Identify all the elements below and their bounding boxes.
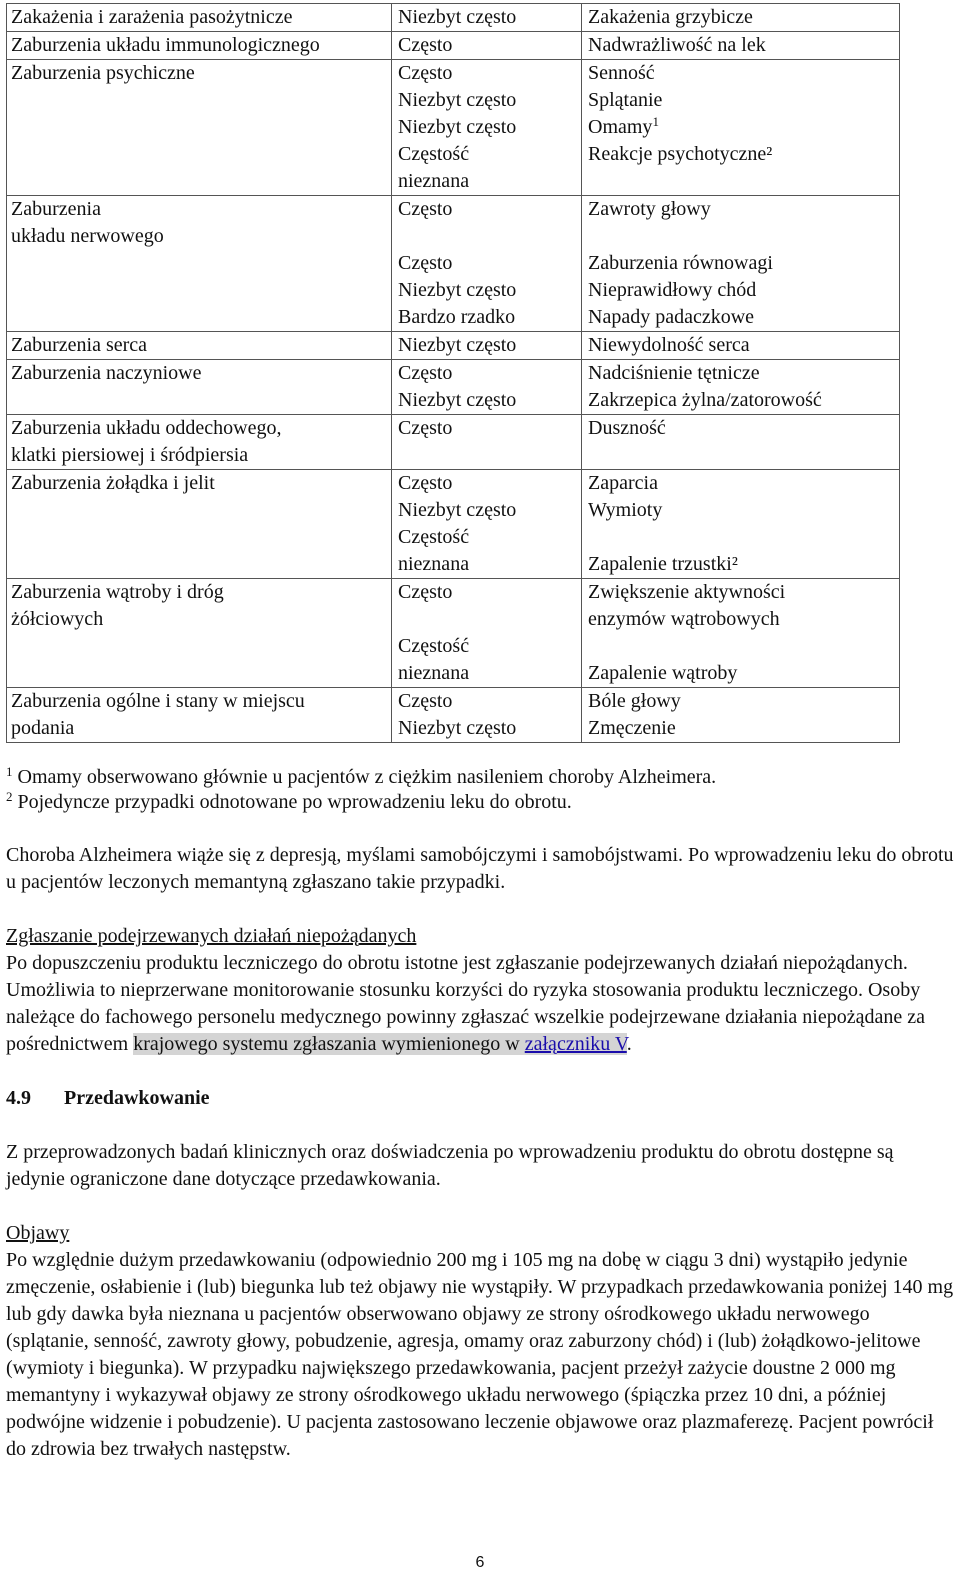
reaction-line: Zaburzenia równowagi (588, 252, 773, 274)
section-heading (6, 1085, 954, 1112)
table-row (7, 415, 900, 470)
organ-class-line: klatki piersiowej i śródpiersia (11, 444, 249, 466)
reaction-line: Reakcje psychotyczne² (588, 143, 773, 165)
organ-class-cell (7, 60, 392, 196)
reaction-line: Zawroty głowy (588, 198, 711, 220)
organ-class-cell (7, 579, 392, 688)
organ-class-line: podania (11, 717, 75, 739)
table-row (7, 688, 900, 743)
section-title: Przedawkowanie (64, 1087, 210, 1109)
frequency-cell (392, 415, 582, 470)
footnote-ref: 1 (652, 114, 659, 129)
table-row (7, 196, 900, 332)
organ-class-cell (7, 4, 392, 32)
frequency-line: Niezbyt często (398, 334, 517, 356)
reaction-cell (582, 688, 900, 743)
reaction-line: Duszność (588, 417, 666, 439)
frequency-line: Często (398, 198, 453, 220)
reaction-line: Senność (588, 62, 655, 84)
organ-class-cell (7, 196, 392, 332)
organ-class-cell (7, 32, 392, 60)
organ-class-line: układu nerwowego (11, 225, 164, 247)
reaction-cell (582, 415, 900, 470)
frequency-line: Często (398, 417, 453, 439)
body-text (6, 765, 954, 1463)
reaction-line (588, 168, 899, 195)
reaction-line: Bóle głowy (588, 690, 681, 712)
organ-class-line: Zaburzenia wątroby i dróg (11, 581, 224, 603)
frequency-line: Niezbyt często (398, 116, 517, 138)
frequency-line: Niezbyt często (398, 6, 517, 28)
reaction-cell (582, 32, 900, 60)
reaction-line: Zakrzepica żylna/zatorowość (588, 389, 822, 411)
reaction-line: Zakażenia grzybicze (588, 6, 753, 28)
organ-class-cell (7, 470, 392, 579)
organ-class-line: Zaburzenia (11, 198, 101, 220)
footnote-mark: 1 (6, 764, 13, 779)
reaction-line: Nieprawidłowy chód (588, 279, 757, 301)
organ-class-line: Zaburzenia żołądka i jelit (11, 472, 215, 494)
adverse-reactions-table-body (7, 4, 900, 743)
organ-class-line: Zakażenia i zarażenia pasożytnicze (11, 6, 293, 28)
frequency-line: Częstość (398, 526, 470, 548)
organ-class-line: Zaburzenia układu immunologicznego (11, 34, 320, 56)
frequency-line: Niezbyt często (398, 717, 517, 739)
annex-v-link[interactable]: załączniku V (524, 1033, 627, 1055)
frequency-line: Częstość (398, 635, 470, 657)
frequency-line (398, 223, 581, 250)
organ-class-line: żółciowych (11, 608, 104, 630)
frequency-line: Bardzo rzadko (398, 306, 516, 328)
reaction-line: Zmęczenie (588, 717, 676, 739)
reaction-cell (582, 60, 900, 196)
reaction-cell (582, 332, 900, 360)
reaction-cell (582, 360, 900, 415)
reaction-cell (582, 4, 900, 32)
frequency-line: Często (398, 34, 453, 56)
page-number: 6 (475, 1554, 485, 1571)
frequency-line: nieznana (398, 553, 470, 575)
reaction-line: Nadciśnienie tętnicze (588, 362, 760, 384)
reaction-line: Niewydolność serca (588, 334, 750, 356)
frequency-cell (392, 196, 582, 332)
footnote-text: Omamy obserwowano głównie u pacjentów z ciężkim nasileniem choroby Alzheimera. (12, 766, 717, 788)
reaction-line (588, 633, 899, 660)
alzheimer-paragraph: Choroba Alzheimera wiąże się z depresją, myślami samobójczymi i samobójstwami. Po wprowadzeniu leku do obrotu u pacjentów leczonych memantyną zgłaszano takie przypadki. (6, 844, 954, 893)
reporting-end: . (626, 1033, 632, 1055)
reaction-line (588, 114, 899, 141)
reaction-line: Zwiększenie aktywności (588, 581, 786, 603)
adverse-reactions-table (6, 3, 900, 743)
frequency-line: Niezbyt często (398, 389, 517, 411)
reporting-text: Po dopuszczeniu produktu leczniczego do obrotu istotne jest zgłaszanie podejrzewanych działań niepożądanych. Umożliwia to nieprzerwane monitorowanie stosunku korzyści do ryzyka stosowania produktu leczniczego. Osoby należące do fachowego personelu medycznego powinny zgłaszać wszelkie podejrzewane działania niepożądane za pośrednictwem (6, 952, 925, 1055)
reporting-heading: Zgłaszanie podejrzewanych działań niepożądanych (6, 925, 417, 947)
table-row (7, 60, 900, 196)
footnote-1 (6, 765, 954, 790)
frequency-line: nieznana (398, 170, 470, 192)
frequency-cell (392, 332, 582, 360)
symptoms-paragraph: Po względnie dużym przedawkowaniu (odpowiednio 200 mg i 105 mg na dobę w ciągu 3 dni) wystąpiło jedynie zmęczenie, osłabienie i (lub) biegunka lub też objawy nie wystąpiły. W przypadkach przedawkowania poniżej 140 mg lub gdy dawka była nieznana u pacjentów obserwowano objawy ze strony ośrodkowego układu nerwowego (splątanie, senność, zawroty głowy, pobudzenie, agresja, omamy oraz zaburzony chód) i (lub) żołądkowo-jelitowe (wymioty i biegunka). W przypadku największego przedawkowania, pacjent przeżył zażycie doustne 2 000 mg memantyny i wykazywał objawy ze strony ośrodkowego układu nerwowego (śpiączka przez 10 dni, a później podwójne widzenie i pobudzenie). U pacjenta zastosowano leczenie objawowe oraz plazmaferezę. Pacjent powrócił do zdrowia bez trwałych następstw. (6, 1249, 954, 1460)
organ-class-line: Zaburzenia serca (11, 334, 148, 356)
frequency-line: Często (398, 690, 453, 712)
frequency-cell (392, 360, 582, 415)
reaction-line (588, 524, 899, 551)
organ-class-cell (7, 415, 392, 470)
footnote-text: Pojedyncze przypadki odnotowane po wprowadzeniu leku do obrotu. (12, 791, 572, 813)
frequency-cell (392, 579, 582, 688)
organ-class-cell (7, 360, 392, 415)
frequency-line: Często (398, 362, 453, 384)
frequency-cell (392, 4, 582, 32)
frequency-line: Często (398, 581, 453, 603)
reaction-line: Zaparcia (588, 472, 658, 494)
frequency-cell (392, 688, 582, 743)
overdose-intro: Z przeprowadzonych badań klinicznych oraz doświadczenia po wprowadzeniu produktu do obrotu dostępne są jedynie ograniczone dane dotyczące przedawkowania. (6, 1141, 894, 1190)
organ-class-line: Zaburzenia psychiczne (11, 62, 195, 84)
reporting-highlight-text: krajowego systemu zgłaszania wymienionego w (133, 1033, 525, 1055)
frequency-line: Często (398, 62, 453, 84)
frequency-line: Niezbyt często (398, 279, 517, 301)
table-row (7, 32, 900, 60)
frequency-cell (392, 32, 582, 60)
reporting-paragraph (6, 950, 954, 1058)
reaction-cell (582, 579, 900, 688)
reaction-line: Zapalenie wątroby (588, 662, 738, 684)
table-row (7, 332, 900, 360)
table-row (7, 579, 900, 688)
footnote-2 (6, 790, 954, 815)
reaction-line: Wymioty (588, 499, 663, 521)
reaction-line: Napady padaczkowe (588, 306, 755, 328)
frequency-line: nieznana (398, 662, 470, 684)
frequency-cell (392, 60, 582, 196)
section-number: 4.9 (6, 1087, 31, 1109)
reaction-cell (582, 196, 900, 332)
symptoms-heading: Objawy (6, 1222, 70, 1244)
reaction-line: Nadwrażliwość na lek (588, 34, 766, 56)
table-row (7, 4, 900, 32)
reaction-text: Omamy (588, 116, 653, 138)
frequency-line: Niezbyt często (398, 499, 517, 521)
organ-class-cell (7, 332, 392, 360)
organ-class-line: Zaburzenia ogólne i stany w miejscu (11, 690, 305, 712)
frequency-line: Niezbyt często (398, 89, 517, 111)
reaction-line: Zapalenie trzustki² (588, 553, 738, 575)
reaction-line: enzymów wątrobowych (588, 608, 780, 630)
organ-class-line: Zaburzenia naczyniowe (11, 362, 202, 384)
organ-class-line: Zaburzenia układu oddechowego, (11, 417, 282, 439)
footnote-mark: 2 (6, 789, 13, 804)
table-row (7, 470, 900, 579)
reaction-line: Splątanie (588, 89, 663, 111)
reaction-cell (582, 470, 900, 579)
table-row (7, 360, 900, 415)
reaction-line (588, 223, 899, 250)
frequency-cell (392, 470, 582, 579)
frequency-line: Często (398, 252, 453, 274)
frequency-line (398, 606, 581, 633)
frequency-line: Częstość (398, 143, 470, 165)
organ-class-cell (7, 688, 392, 743)
frequency-line: Często (398, 472, 453, 494)
reporting-highlight (133, 1033, 627, 1055)
